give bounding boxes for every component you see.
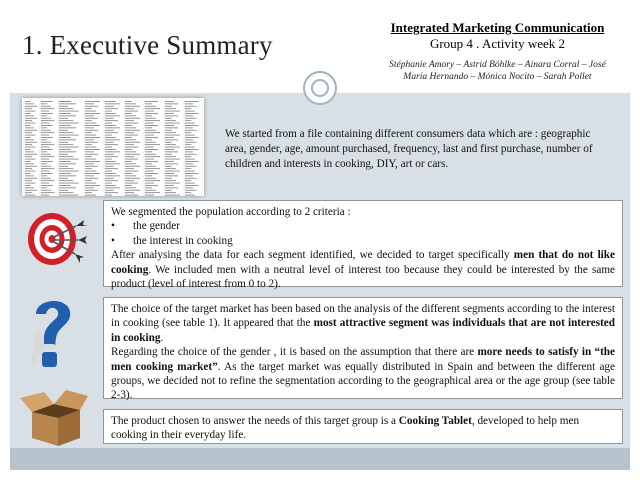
intro-paragraph: We started from a file containing different consumers data which are : geographic area, gender, age, amount purchased, frequency, last and first purchase, number of children and interests in cooking, DIY, art or cars. xyxy=(225,128,593,170)
divider-circle-icon xyxy=(303,71,337,105)
header-info xyxy=(370,20,625,83)
target-choice-box xyxy=(103,297,623,402)
course-title: Integrated Marketing Communication xyxy=(390,20,605,35)
authors-line-2: María Hernando – Mónica Nocito – Sarah Pollet xyxy=(403,72,592,82)
men-cooking-highlight: more needs to satisfy in “the men cooking market” xyxy=(111,346,615,373)
segmentation-paragraph: After analysing the data for each segment identified, we decided to target specifically men that do not like cooking. We included men with a neutral level of interest too because they could be interested by the same product (level of interest from 0 to 2). xyxy=(111,249,615,291)
segmentation-lead: We segmented the population according to 2 criteria : xyxy=(111,206,351,218)
authors-line-1: Stéphanie Amory – Astrid Böhlke – Ainara Corral – José xyxy=(389,60,606,70)
criteria-label: the gender xyxy=(133,220,180,233)
authors xyxy=(370,59,625,83)
bullet-symbol: • xyxy=(111,220,115,233)
target-darts-icon xyxy=(26,208,92,270)
product-box xyxy=(103,409,623,444)
segmentation-box xyxy=(103,200,623,291)
open-cardboard-box-icon xyxy=(18,386,90,448)
attractive-segment-highlight: most attractive segment was individuals that are not interested in cooking xyxy=(111,317,615,344)
criteria-label: the interest in cooking xyxy=(133,234,233,247)
criteria-item-cooking xyxy=(111,234,615,248)
page-title: 1. Executive Summary xyxy=(22,30,273,60)
group-label: Group 4 . Activity week 2 xyxy=(429,36,566,51)
bullet-symbol: • xyxy=(111,234,115,247)
bottom-bar xyxy=(10,448,630,470)
question-mark-person-icon xyxy=(22,292,80,370)
target-choice-paragraph-2: Regarding the choice of the gender , it is based on the assumption that there are more needs to satisfy in “the men cooking market”. As the target market was equally distributed in Spain and between the different age groups, we decided not to refine the segmentation according to the geographical area or the age group (see table 2-3). xyxy=(111,346,615,402)
target-choice-paragraph-1: The choice of the target market has been based on the analysis of the different segments according to the interest in cooking (see table 1). It appeared that the most attractive segment was individuals that are not interested in cooking. xyxy=(111,303,615,344)
product-paragraph: The product chosen to answer the needs of this target group is a Cooking Tablet, developed to help men cooking in their everyday life. xyxy=(111,415,580,442)
segmentation-highlight: men that do not like cooking xyxy=(111,249,615,276)
product-name: Cooking Tablet xyxy=(398,415,472,427)
spreadsheet-thumbnail-icon xyxy=(22,98,204,196)
criteria-item-gender xyxy=(111,219,615,233)
